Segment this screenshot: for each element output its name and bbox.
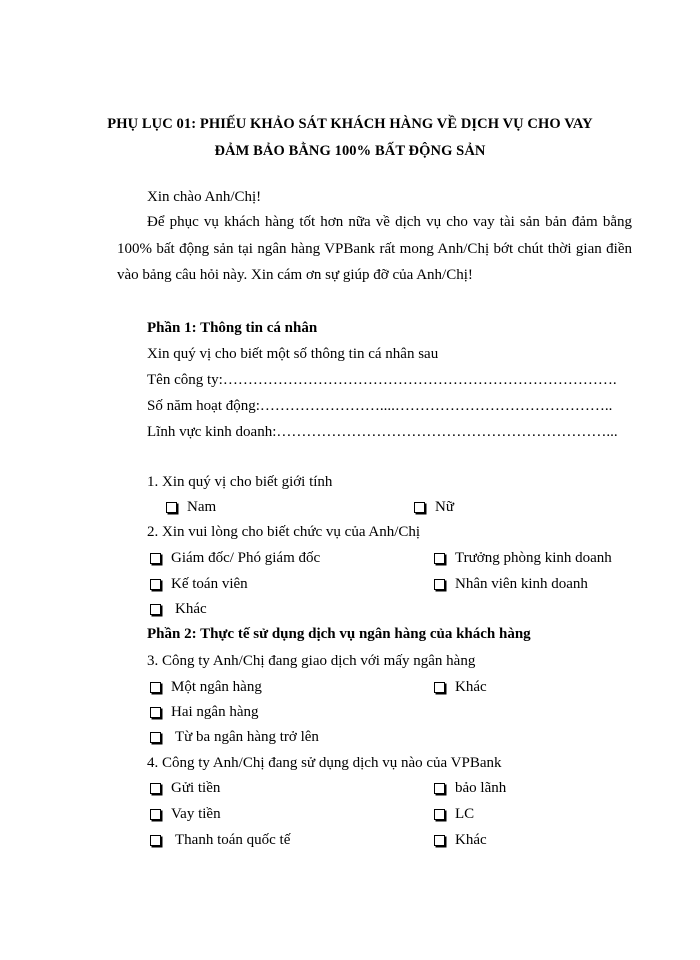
- checkbox-icon[interactable]: [150, 809, 161, 820]
- q2-option-sales-staff[interactable]: [434, 574, 588, 594]
- option-label: Trưởng phòng kinh doanh: [455, 550, 612, 566]
- q3-option-one-bank[interactable]: [150, 677, 262, 697]
- checkbox-icon[interactable]: [434, 783, 445, 794]
- option-label: Vay tiền: [171, 806, 221, 822]
- title-line-1: PHỤ LỤC 01: PHIẾU KHẢO SÁT KHÁCH HÀNG VỀ DỊCH VỤ CHO VAY: [107, 116, 593, 132]
- q3-text: 3. Công ty Anh/Chị đang giao dịch với mấy ngân hàng: [147, 653, 476, 669]
- q1-option-male[interactable]: [166, 497, 216, 517]
- option-label: LC: [455, 806, 475, 822]
- checkbox-icon[interactable]: [150, 604, 161, 615]
- option-label: Khác: [455, 832, 487, 848]
- checkbox-icon[interactable]: [434, 835, 445, 846]
- title-line-2: ĐẢM BẢO BẰNG 100% BẤT ĐỘNG SẢN: [214, 143, 486, 159]
- q2-option-other[interactable]: [150, 599, 207, 619]
- q1-text: 1. Xin quý vị cho biết giới tính: [147, 474, 333, 490]
- q1-option-female[interactable]: [414, 497, 454, 517]
- checkbox-icon[interactable]: [150, 553, 161, 564]
- q3-option-other[interactable]: [434, 677, 487, 697]
- part1-lead: Xin quý vị cho biết một số thông tin cá nhân sau: [147, 346, 439, 362]
- checkbox-icon[interactable]: [150, 682, 161, 693]
- q4-option-lc[interactable]: [434, 804, 474, 824]
- checkbox-icon[interactable]: [434, 579, 445, 590]
- q4-option-intl-payment[interactable]: [150, 830, 290, 850]
- checkbox-icon[interactable]: [150, 707, 161, 718]
- q2-option-sales-manager[interactable]: [434, 548, 612, 568]
- checkbox-icon[interactable]: [434, 809, 445, 820]
- option-label: Giám đốc/ Phó giám đốc: [171, 550, 321, 566]
- q3-option-two-banks[interactable]: [150, 702, 258, 722]
- option-label: Nhân viên kinh doanh: [455, 576, 588, 592]
- company-name-field[interactable]: Tên công ty:…………………………………………………………………….: [147, 372, 617, 388]
- option-label: Nam: [187, 499, 217, 515]
- checkbox-icon[interactable]: [434, 682, 445, 693]
- option-label: Một ngân hàng: [171, 679, 262, 695]
- q4-option-loan[interactable]: [150, 804, 221, 824]
- q2-option-director[interactable]: [150, 548, 320, 568]
- option-label: Khác: [455, 679, 487, 695]
- part1-heading: Phần 1: Thông tin cá nhân: [147, 320, 318, 336]
- q2-text: 2. Xin vui lòng cho biết chức vụ của Anh/Chị: [147, 524, 421, 540]
- business-field-field[interactable]: Lĩnh vực kinh doanh:…………………………………………………………...: [147, 424, 618, 440]
- q4-option-other[interactable]: [434, 830, 487, 850]
- part2-heading: Phần 2: Thực tế sử dụng dịch vụ ngân hàng của khách hàng: [147, 626, 531, 642]
- years-active-field[interactable]: Số năm hoạt động:……………………....……………………………………..: [147, 398, 613, 414]
- checkbox-icon[interactable]: [414, 502, 425, 513]
- checkbox-icon[interactable]: [150, 835, 161, 846]
- checkbox-icon[interactable]: [150, 783, 161, 794]
- checkbox-icon[interactable]: [150, 579, 161, 590]
- option-label: Gửi tiền: [171, 780, 221, 796]
- option-label: Hai ngân hàng: [171, 704, 259, 720]
- option-label: Thanh toán quốc tế: [175, 832, 291, 848]
- option-label: Kế toán viên: [171, 576, 248, 592]
- q2-option-accountant[interactable]: [150, 574, 248, 594]
- checkbox-icon[interactable]: [150, 732, 161, 743]
- intro-paragraph: Để phục vụ khách hàng tốt hơn nữa về dịch vụ cho vay tài sản bản đảm bằng 100% bất động sản tại ngân hàng VPBank rất mong Anh/Chị bớt chút thời gian điền vào bảng câu hỏi này. Xin cám ơn sự giúp đỡ của Anh/Chị!: [117, 214, 632, 283]
- greeting: Xin chào Anh/Chị!: [147, 189, 262, 205]
- checkbox-icon[interactable]: [166, 502, 177, 513]
- option-label: Nữ: [435, 499, 454, 515]
- q4-option-deposit[interactable]: [150, 778, 220, 798]
- option-label: Khác: [175, 601, 207, 617]
- q4-option-guarantee[interactable]: [434, 778, 506, 798]
- checkbox-icon[interactable]: [434, 553, 445, 564]
- q3-option-three-plus[interactable]: [150, 727, 319, 747]
- q4-text: 4. Công ty Anh/Chị đang sử dụng dịch vụ nào của VPBank: [147, 755, 502, 771]
- option-label: bảo lãnh: [455, 780, 507, 796]
- option-label: Từ ba ngân hàng trở lên: [175, 729, 319, 745]
